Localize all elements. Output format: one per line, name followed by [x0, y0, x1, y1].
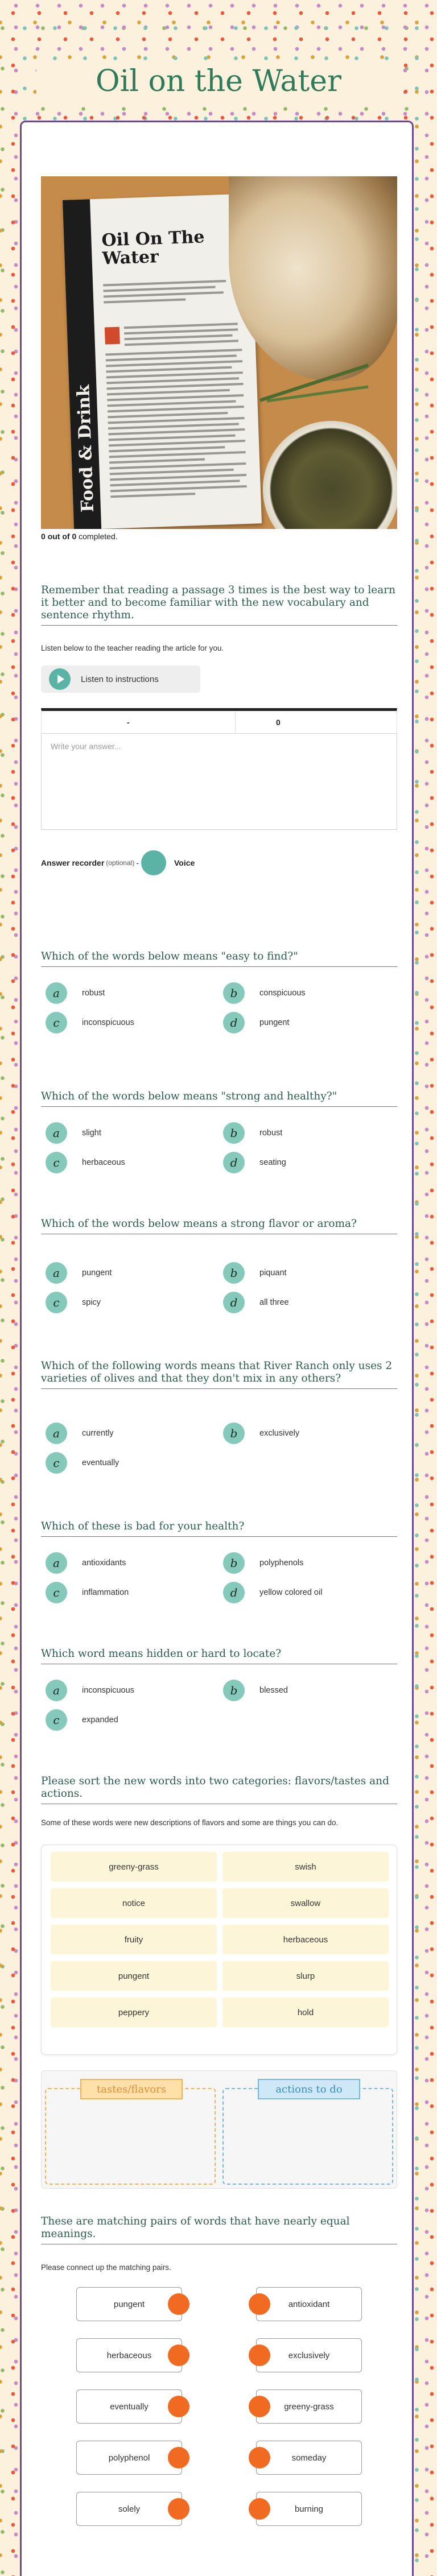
question-3-option-c[interactable]: c spicy	[46, 1292, 101, 1313]
question-5-option-d[interactable]: d yellow colored oil	[223, 1582, 322, 1603]
intro-question-instruction: Listen below to the teacher reading the article for you.	[41, 644, 224, 652]
sort-item[interactable]: notice	[51, 1888, 217, 1918]
connector-dot[interactable]	[168, 2498, 189, 2520]
match-right-item[interactable]: someday	[256, 2441, 362, 2475]
question-3-option-a[interactable]: a pungent	[46, 1262, 112, 1284]
article-photo	[41, 176, 397, 529]
title-banner	[36, 61, 401, 101]
page-title: Oil on the Water	[96, 64, 341, 98]
question-2-heading: Which of the words below means "strong and healthy?"	[41, 1090, 397, 1107]
question-5-option-b[interactable]: b polyphenols	[223, 1552, 303, 1574]
sort-question-instruction: Some of these words were new descriptions of flavors and some are things you can do.	[41, 1818, 339, 1827]
sort-item[interactable]: fruity	[51, 1925, 217, 1954]
match-left-item[interactable]: pungent	[76, 2287, 182, 2321]
question-6-option-a[interactable]: a inconspicuous	[46, 1680, 134, 1701]
question-4-heading: Which of the following words means that River Ranch only uses 2 varieties of olives and that they don't mix in any others?	[41, 1360, 397, 1389]
question-3-option-b[interactable]: b piquant	[223, 1262, 287, 1284]
connector-dot[interactable]	[168, 2293, 189, 2315]
listen-instructions-button[interactable]	[41, 665, 200, 693]
match-question-instruction: Please connect up the matching pairs.	[41, 2263, 171, 2272]
sort-buckets	[41, 2070, 397, 2189]
question-6-option-c[interactable]: c expanded	[46, 1709, 118, 1731]
question-4-option-c[interactable]: c eventually	[46, 1452, 119, 1474]
question-3-heading: Which of the words below means a strong flavor or aroma?	[41, 1218, 397, 1234]
question-3-option-d[interactable]: d all three	[223, 1292, 289, 1313]
olive-oil-bowl-image	[263, 421, 397, 529]
question-1-option-a[interactable]: a robust	[46, 982, 105, 1004]
bucket-right-label: actions to do	[258, 2079, 360, 2099]
match-right-item[interactable]: burning	[256, 2492, 362, 2526]
question-4-option-a[interactable]: a currently	[46, 1423, 114, 1444]
connector-dot[interactable]	[168, 2345, 189, 2366]
magazine-section-label: Food & Drink	[73, 384, 98, 513]
sort-item[interactable]: herbaceous	[222, 1925, 389, 1954]
voice-label: Voice	[174, 858, 195, 867]
bucket-left-label: tastes/flavors	[80, 2079, 183, 2099]
recorder-optional: (optional)	[106, 859, 135, 867]
connector-dot[interactable]	[249, 2447, 270, 2469]
match-question-heading: These are matching pairs of words that have nearly equal meanings.	[41, 2215, 397, 2244]
recorder-label: Answer recorder	[41, 858, 105, 867]
magazine-drop-cap	[105, 327, 120, 345]
connector-dot[interactable]	[168, 2396, 189, 2417]
question-1-option-b[interactable]: b conspicuous	[223, 982, 306, 1004]
question-6-heading: Which word means hidden or hard to locate?	[41, 1648, 397, 1664]
connector-dot[interactable]	[249, 2396, 270, 2417]
match-left-item[interactable]: herbaceous	[76, 2338, 182, 2372]
audio-toolbar-left[interactable]: -	[127, 717, 130, 727]
question-5-heading: Which of these is bad for your health?	[41, 1520, 397, 1537]
question-2-option-b[interactable]: b robust	[223, 1122, 282, 1144]
sort-item[interactable]: peppery	[51, 1998, 217, 2027]
connector-dot[interactable]	[249, 2345, 270, 2366]
sort-item[interactable]: slurp	[222, 1961, 389, 1991]
connector-dot[interactable]	[168, 2447, 189, 2469]
question-2-option-c[interactable]: c herbaceous	[46, 1152, 125, 1173]
match-left-item[interactable]: polyphenol	[76, 2441, 182, 2475]
connector-dot[interactable]	[249, 2498, 270, 2520]
record-voice-button[interactable]	[141, 850, 166, 875]
magazine-title: Oil On The Water	[101, 227, 205, 269]
bucket-tastes-flavors[interactable]	[45, 2083, 216, 2185]
question-1-heading: Which of the words below means "easy to find?"	[41, 950, 397, 967]
answer-recorder: Answer recorder (optional) - Voice	[41, 850, 195, 875]
question-2-option-d[interactable]: d seating	[223, 1152, 286, 1173]
sort-question-heading: Please sort the new words into two categories: flavors/tastes and actions.	[41, 1775, 397, 1804]
bucket-actions[interactable]	[222, 2083, 393, 2185]
match-right-item[interactable]: exclusively	[256, 2338, 362, 2372]
question-1-option-c[interactable]: c inconspicuous	[46, 1012, 134, 1033]
listen-label: Listen to instructions	[81, 674, 159, 684]
completion-status: 0 out of 0 completed.	[41, 532, 118, 541]
match-left-item[interactable]: solely	[76, 2492, 182, 2526]
sort-item[interactable]: greeny-grass	[51, 1852, 217, 1882]
audio-toolbar	[41, 708, 397, 733]
sort-item[interactable]: hold	[222, 1998, 389, 2027]
question-2-option-a[interactable]: a slight	[46, 1122, 101, 1144]
sort-item[interactable]: pungent	[51, 1961, 217, 1991]
magazine-section-strip	[63, 199, 101, 529]
match-right-item[interactable]: greeny-grass	[256, 2389, 362, 2424]
play-icon	[49, 668, 71, 690]
magazine-text-lines	[103, 279, 240, 307]
audio-toolbar-right[interactable]: 0	[276, 717, 281, 727]
question-1-option-d[interactable]: d pungent	[223, 1012, 289, 1033]
sort-items-box	[41, 1845, 397, 2055]
answer-textarea[interactable]: Write your answer...	[41, 733, 397, 830]
question-6-option-b[interactable]: b blessed	[223, 1680, 288, 1701]
question-4-option-b[interactable]: b exclusively	[223, 1423, 299, 1444]
question-5-option-c[interactable]: c inflammation	[46, 1582, 129, 1603]
match-right-item[interactable]: antioxidant	[256, 2287, 362, 2321]
match-left-item[interactable]: eventually	[76, 2389, 182, 2424]
sort-item[interactable]: swallow	[222, 1888, 389, 1918]
intro-question-heading: Remember that reading a passage 3 times is the best way to learn it better and to become familiar with the new vocabulary and sentence rhythm.	[41, 584, 397, 626]
worksheet-card	[20, 121, 414, 2576]
connector-dot[interactable]	[249, 2293, 270, 2315]
question-5-option-a[interactable]: a antioxidants	[46, 1552, 126, 1574]
sort-item[interactable]: swish	[222, 1852, 389, 1882]
